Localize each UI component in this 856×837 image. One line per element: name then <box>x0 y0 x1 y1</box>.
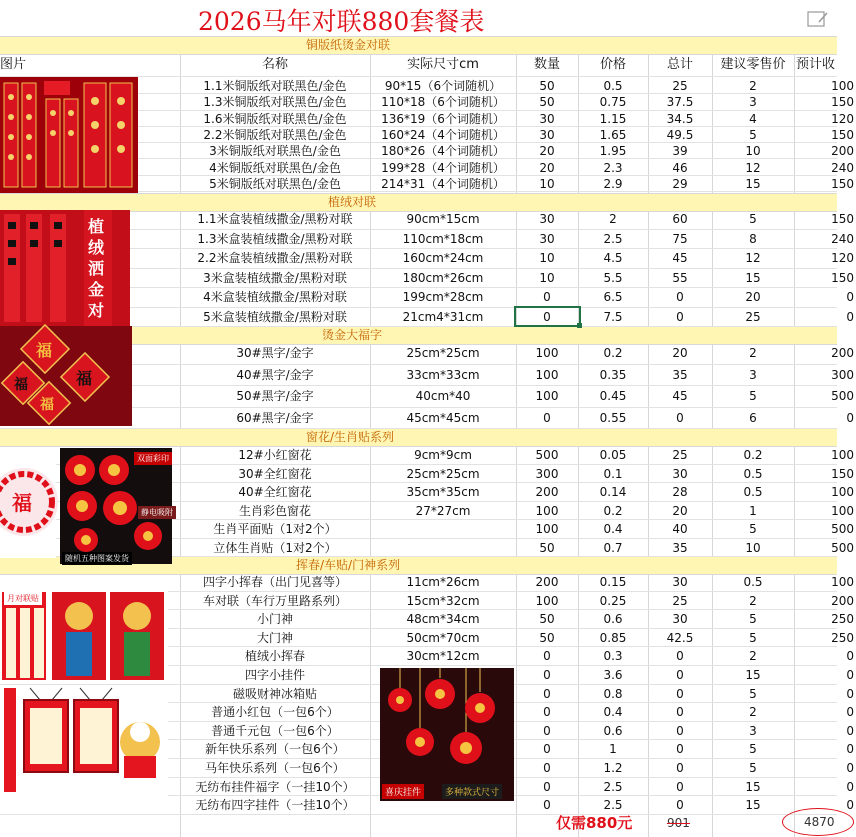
cell-qty[interactable]: 50 <box>539 95 555 110</box>
cell-size[interactable]: 90cm*15cm <box>406 212 480 226</box>
cell-name[interactable]: 3米铜版纸对联黑色/金色 <box>209 144 341 159</box>
cell-est[interactable]: 100 <box>831 448 854 462</box>
cell-qty[interactable]: 0 <box>543 779 551 794</box>
cell-name[interactable]: 马年快乐系列（一包6个） <box>205 761 345 775</box>
cell-est[interactable]: 100 <box>831 79 854 93</box>
cell-name[interactable]: 3米盒装植绒撒金/黑粉对联 <box>203 270 347 285</box>
cell-price[interactable]: 0.5 <box>603 79 623 93</box>
cell-size[interactable]: 110cm*18cm <box>402 231 484 246</box>
cell-price[interactable]: 2.3 <box>603 160 623 175</box>
cell-total[interactable]: 20 <box>672 503 688 518</box>
cell-price[interactable]: 0.14 <box>599 485 627 499</box>
cell-size[interactable]: 136*19（6个词随机） <box>381 111 505 126</box>
cell-retail[interactable]: 0.5 <box>743 485 763 499</box>
cell-price[interactable]: 2.9 <box>603 176 623 191</box>
cell-retail[interactable]: 5 <box>749 212 757 226</box>
cell-total[interactable]: 55 <box>672 270 688 285</box>
cell-price[interactable]: 4.5 <box>603 251 623 265</box>
cell-qty[interactable]: 0 <box>543 290 551 304</box>
cell-price[interactable]: 0.6 <box>603 612 623 627</box>
cell-est[interactable]: 150 <box>831 127 854 142</box>
cell-qty[interactable]: 30 <box>539 231 555 246</box>
cell-size[interactable]: 40cm*40 <box>415 389 471 403</box>
cell-est[interactable]: 0 <box>846 779 854 794</box>
cell-est[interactable]: 240 <box>831 160 854 175</box>
couplet-sticker-image <box>0 588 168 684</box>
cell-est[interactable]: 150 <box>831 270 854 285</box>
cell-price[interactable]: 2 <box>609 212 617 226</box>
cell-retail[interactable]: 12 <box>745 160 761 175</box>
cell-retail[interactable]: 15 <box>745 779 761 794</box>
svg-text:福: 福 <box>14 377 28 393</box>
cell-est[interactable]: 100 <box>831 485 854 499</box>
cell-retail[interactable]: 20 <box>745 290 761 304</box>
cell-name[interactable]: 四字小挂件 <box>244 668 305 682</box>
title-row <box>0 0 837 36</box>
cell-retail[interactable]: 5 <box>749 686 757 701</box>
cell-qty[interactable]: 0 <box>543 723 551 738</box>
cell-total[interactable]: 0 <box>676 668 684 682</box>
copperplate-couplet-image <box>0 77 138 193</box>
cell-name[interactable]: 磁吸财神冰箱贴 <box>232 686 317 701</box>
cell-price[interactable]: 1.65 <box>599 127 627 142</box>
cell-retail[interactable]: 6 <box>749 410 757 425</box>
cell-total[interactable]: 49.5 <box>666 127 694 142</box>
cell-est[interactable]: 240 <box>831 231 854 246</box>
flocked-couplet-image <box>0 210 130 326</box>
header-size: 实际尺寸cm <box>407 57 479 72</box>
cell-size[interactable]: 33cm*33cm <box>406 367 480 382</box>
cell-total[interactable]: 35 <box>672 540 688 555</box>
cell-retail[interactable]: 15 <box>745 668 761 682</box>
cell-name[interactable]: 2.2米铜版纸对联黑色/金色 <box>203 127 347 142</box>
cell-total[interactable]: 46 <box>672 160 688 175</box>
cell-retail[interactable]: 5 <box>749 389 757 403</box>
cell-name[interactable]: 5米盒装植绒撒金/黑粉对联 <box>203 309 347 324</box>
cell-name[interactable]: 新年快乐系列（一包6个） <box>205 742 345 757</box>
cell-est[interactable]: 0 <box>846 686 854 701</box>
cell-name[interactable]: 大门神 <box>256 630 293 645</box>
section-label: 烫金大福字 <box>322 328 383 342</box>
cell-retail[interactable]: 10 <box>745 144 761 159</box>
couplet-sticker-label: 月对联贴 <box>4 592 42 605</box>
cell-est[interactable]: 120 <box>831 111 854 126</box>
cell-retail[interactable]: 15 <box>745 270 761 285</box>
cell-est[interactable]: 500 <box>831 389 854 403</box>
cell-qty[interactable]: 50 <box>539 612 555 627</box>
cell-size[interactable]: 214*31（4个词随机） <box>381 176 505 191</box>
cell-price[interactable]: 0.2 <box>603 346 623 360</box>
cell-retail[interactable]: 0.2 <box>743 448 763 462</box>
cell-qty[interactable]: 30 <box>539 111 555 126</box>
cell-retail[interactable]: 2 <box>749 346 757 360</box>
cell-size[interactable]: 110*18（6个词随机） <box>381 95 505 110</box>
cell-size[interactable]: 30cm*12cm <box>406 649 480 664</box>
cell-name[interactable]: 车对联（车行万里路系列） <box>202 593 347 608</box>
cell-total[interactable]: 0 <box>676 798 684 813</box>
cell-price[interactable]: 0.4 <box>603 522 623 536</box>
cell-size[interactable]: 25cm*25cm <box>406 346 480 360</box>
cell-price[interactable]: 1.15 <box>599 111 627 126</box>
cell-price[interactable]: 0.05 <box>599 448 627 462</box>
cell-total[interactable]: 0 <box>676 742 684 757</box>
section-label: 窗花/生肖贴系列 <box>306 430 395 444</box>
svg-text:福: 福 <box>76 369 93 388</box>
cell-size[interactable]: 45cm*45cm <box>406 410 480 425</box>
cell-est[interactable]: 200 <box>831 144 854 159</box>
cell-retail[interactable]: 15 <box>745 798 761 813</box>
cell-qty[interactable]: 200 <box>535 575 559 589</box>
cell-qty[interactable]: 100 <box>535 593 559 608</box>
cell-size[interactable]: 35cm*35cm <box>406 485 480 499</box>
cell-retail[interactable]: 15 <box>745 176 761 191</box>
svg-text:福: 福 <box>40 397 54 413</box>
hanging-scroll-image <box>0 686 168 798</box>
hanging-label-2: 多种款式尺寸 <box>442 784 502 799</box>
cell-price[interactable]: 0.2 <box>603 503 623 518</box>
cell-name[interactable]: 1.3米铜版纸对联黑色/金色 <box>203 95 347 110</box>
cell-total[interactable]: 0 <box>676 649 684 664</box>
fill-handle[interactable] <box>577 323 582 328</box>
cell-est[interactable]: 250 <box>831 630 854 645</box>
cell-qty[interactable]: 20 <box>539 144 555 159</box>
cell-name[interactable]: 小门神 <box>256 612 293 627</box>
cell-qty[interactable]: 10 <box>539 251 555 265</box>
flocked-label: 植绒洒金对 <box>88 217 105 320</box>
footer-need-price: 仅需880元 <box>556 814 633 832</box>
svg-text:福: 福 <box>12 491 32 515</box>
header-qty: 数量 <box>533 57 560 72</box>
section-band-window <box>0 428 837 447</box>
cell-retail[interactable]: 0.5 <box>743 575 763 589</box>
cell-retail[interactable]: 3 <box>749 723 757 738</box>
cell-total[interactable]: 34.5 <box>666 111 694 126</box>
cell-name[interactable]: 2.2米盒装植绒撒金/黑粉对联 <box>197 251 353 265</box>
cell-price[interactable]: 0.8 <box>603 686 623 701</box>
cell-price[interactable]: 0.4 <box>603 705 623 720</box>
section-band-copperplate <box>0 36 837 55</box>
cell-name[interactable]: 4米铜版纸对联黑色/金色 <box>209 160 341 175</box>
window-static-label: 静电吸附 <box>138 506 176 519</box>
cell-est[interactable]: 500 <box>831 540 854 555</box>
cell-est[interactable]: 0 <box>846 668 854 682</box>
cell-price[interactable]: 2.5 <box>603 798 623 813</box>
cell-price[interactable]: 0.15 <box>599 575 627 589</box>
cell-name[interactable]: 无纺布四字挂件（一挂10个） <box>195 798 355 813</box>
cell-total[interactable]: 45 <box>672 389 688 403</box>
cell-total[interactable]: 35 <box>672 367 688 382</box>
cell-name[interactable]: 四字小挥春（出门见喜等） <box>202 575 347 589</box>
cell-price[interactable]: 5.5 <box>603 270 623 285</box>
cell-total[interactable]: 25 <box>672 79 688 93</box>
cell-est[interactable]: 0 <box>846 649 854 664</box>
window-random-label: 随机五种图案发货 <box>62 552 132 565</box>
cell-qty[interactable]: 10 <box>539 176 555 191</box>
cell-name[interactable]: 1.1米盒装植绒撒金/黑粉对联 <box>197 212 353 226</box>
section-label: 植绒对联 <box>328 195 377 209</box>
cell-qty[interactable]: 100 <box>535 522 559 536</box>
cell-est[interactable]: 0 <box>846 761 854 775</box>
cell-qty[interactable]: 0 <box>543 798 551 813</box>
cell-qty[interactable]: 100 <box>535 367 559 382</box>
cell-retail[interactable]: 25 <box>745 309 761 324</box>
cell-total[interactable]: 39 <box>672 144 688 159</box>
cell-name[interactable]: 50#黑字/金字 <box>236 389 314 403</box>
window-double-label: 双面彩印 <box>134 452 172 465</box>
cell-qty[interactable]: 300 <box>535 466 559 481</box>
cell-retail[interactable]: 5 <box>749 612 757 627</box>
header-image: 图片 <box>0 57 27 72</box>
cell-est[interactable]: 200 <box>831 346 854 360</box>
cell-qty[interactable]: 500 <box>535 448 559 462</box>
cell-qty[interactable]: 10 <box>539 270 555 285</box>
cell-qty[interactable]: 200 <box>535 485 559 499</box>
footer-estimate: 4870 <box>804 815 835 829</box>
cell-name[interactable]: 普通千元包（一包6个） <box>211 723 339 738</box>
cell-qty[interactable]: 100 <box>535 503 559 518</box>
cell-total[interactable]: 40 <box>672 522 688 536</box>
cell-est[interactable]: 0 <box>846 309 854 324</box>
cell-name[interactable]: 1.3米盒装植绒撒金/黑粉对联 <box>197 231 353 246</box>
cell-name[interactable]: 30#全红窗花 <box>238 466 312 481</box>
cell-total[interactable]: 0 <box>676 723 684 738</box>
cell-retail[interactable]: 2 <box>749 593 757 608</box>
cell-retail[interactable]: 0.5 <box>743 466 763 481</box>
cell-est[interactable]: 150 <box>831 176 854 191</box>
cell-qty[interactable]: 0 <box>543 761 551 775</box>
cell-price[interactable]: 0.7 <box>603 540 623 555</box>
edit-icon[interactable] <box>807 10 833 30</box>
cell-size[interactable]: 160cm*24cm <box>402 251 484 265</box>
cell-total[interactable]: 42.5 <box>666 630 694 645</box>
cell-retail[interactable]: 5 <box>749 127 757 142</box>
cell-name[interactable]: 植绒小挥春 <box>244 649 305 664</box>
cell-total[interactable]: 20 <box>672 346 688 360</box>
cell-size[interactable]: 21cm4*31cm <box>402 309 484 324</box>
cell-name[interactable]: 4米盒装植绒撒金/黑粉对联 <box>203 290 347 304</box>
cell-name[interactable]: 立体生肖贴（1对2个） <box>213 540 337 555</box>
window-flower-image <box>0 448 56 558</box>
cell-retail[interactable]: 5 <box>749 630 757 645</box>
cell-size[interactable]: 199*28（4个词随机） <box>381 160 505 175</box>
section-label: 挥春/车贴/门神系列 <box>296 558 401 572</box>
cell-retail[interactable]: 1 <box>749 503 757 518</box>
cell-est[interactable]: 150 <box>831 95 854 110</box>
fu-character-image <box>0 326 132 426</box>
svg-text:福: 福 <box>36 341 53 360</box>
cell-price[interactable]: 0.55 <box>599 410 627 425</box>
cell-name[interactable]: 12#小红窗花 <box>238 448 312 462</box>
active-cell-selection[interactable] <box>514 306 581 327</box>
cell-total[interactable]: 0 <box>676 309 684 324</box>
cell-total[interactable]: 30 <box>672 466 688 481</box>
cell-est[interactable]: 0 <box>846 723 854 738</box>
header-retail: 建议零售价 <box>720 57 786 72</box>
cell-size[interactable]: 180*26（4个词随机） <box>381 144 505 159</box>
cell-name[interactable]: 5米铜版纸对联黑色/金色 <box>209 176 341 191</box>
cell-est[interactable]: 100 <box>831 503 854 518</box>
cell-qty[interactable]: 50 <box>539 540 555 555</box>
cell-est[interactable]: 250 <box>831 612 854 627</box>
cell-qty[interactable]: 50 <box>539 79 555 93</box>
cell-est[interactable]: 0 <box>846 705 854 720</box>
cell-size[interactable]: 25cm*25cm <box>406 466 480 481</box>
cell-price[interactable]: 0.45 <box>599 389 627 403</box>
cell-size[interactable]: 180cm*26cm <box>402 270 484 285</box>
cell-est[interactable]: 500 <box>831 522 854 536</box>
cell-total[interactable]: 29 <box>672 176 688 191</box>
cell-name[interactable]: 生肖彩色窗花 <box>238 503 311 518</box>
cell-total[interactable]: 60 <box>672 212 688 226</box>
cell-name[interactable]: 60#黑字/金字 <box>236 410 314 425</box>
cell-name[interactable]: 1.1米铜版纸对联黑色/金色 <box>203 79 347 93</box>
hanging-label: 喜庆挂件 <box>382 784 424 799</box>
cell-price[interactable]: 0.75 <box>599 95 627 110</box>
cell-size[interactable]: 11cm*26cm <box>406 575 480 589</box>
cell-qty[interactable]: 30 <box>539 212 555 226</box>
cell-total[interactable]: 28 <box>672 485 688 499</box>
cell-est[interactable]: 150 <box>831 466 854 481</box>
cell-est[interactable]: 200 <box>831 593 854 608</box>
header-price: 价格 <box>599 57 626 72</box>
cell-total[interactable]: 0 <box>676 761 684 775</box>
cell-qty[interactable]: 0 <box>543 649 551 664</box>
cell-qty[interactable]: 100 <box>535 389 559 403</box>
header-name: 名称 <box>261 57 288 72</box>
cell-price[interactable]: 1.95 <box>599 144 627 159</box>
cell-name[interactable]: 1.6米铜版纸对联黑色/金色 <box>203 111 347 126</box>
cell-size[interactable]: 199cm*28cm <box>402 290 484 304</box>
cell-total[interactable]: 45 <box>672 251 688 265</box>
cell-total[interactable]: 0 <box>676 290 684 304</box>
cell-retail[interactable]: 5 <box>749 742 757 757</box>
cell-name[interactable]: 40#全红窗花 <box>238 485 312 499</box>
cell-name[interactable]: 40#黑字/金字 <box>236 367 314 382</box>
cell-retail[interactable]: 4 <box>749 111 757 126</box>
cell-qty[interactable]: 0 <box>543 309 551 324</box>
cell-retail[interactable]: 10 <box>745 540 761 555</box>
cell-price[interactable]: 0.3 <box>603 649 623 664</box>
cell-price[interactable]: 0.6 <box>603 723 623 738</box>
cell-price[interactable]: 1 <box>609 742 617 757</box>
cell-price[interactable]: 0.1 <box>603 466 623 481</box>
cell-retail[interactable]: 2 <box>749 79 757 93</box>
cell-est[interactable]: 300 <box>831 367 854 382</box>
cell-qty[interactable]: 0 <box>543 686 551 701</box>
cell-total[interactable]: 25 <box>672 593 688 608</box>
cell-total[interactable]: 37.5 <box>666 95 694 110</box>
header-total: 总计 <box>666 57 693 72</box>
cell-qty[interactable]: 30 <box>539 127 555 142</box>
cell-name[interactable]: 普通小红包（一包6个） <box>211 705 339 720</box>
festive-hanging-image <box>380 668 514 801</box>
cell-est[interactable]: 0 <box>846 798 854 813</box>
cell-size[interactable]: 160*24（4个词随机） <box>381 127 505 142</box>
cell-qty[interactable]: 0 <box>543 410 551 425</box>
cell-price[interactable]: 1.2 <box>603 761 623 775</box>
cell-size[interactable]: 90*15（6个词随机） <box>384 79 502 93</box>
cell-total[interactable]: 25 <box>672 448 688 462</box>
cell-retail[interactable]: 3 <box>749 367 757 382</box>
cell-est[interactable]: 0 <box>846 290 854 304</box>
cell-name[interactable]: 30#黑字/金字 <box>236 346 314 360</box>
cell-retail[interactable]: 5 <box>749 761 757 775</box>
cell-est[interactable]: 120 <box>831 251 854 265</box>
cell-price[interactable]: 0.35 <box>599 367 627 382</box>
cell-price[interactable]: 0.25 <box>599 593 627 608</box>
cell-price[interactable]: 3.6 <box>603 668 623 682</box>
cell-price[interactable]: 0.85 <box>599 630 627 645</box>
header-estimate: 预计收 <box>796 57 836 72</box>
cell-qty[interactable]: 100 <box>535 346 559 360</box>
cell-size[interactable]: 48cm*34cm <box>406 612 480 627</box>
sheet-title[interactable]: 2026马年对联880套餐表 <box>198 7 485 36</box>
cell-est[interactable]: 100 <box>831 575 854 589</box>
cell-qty[interactable]: 0 <box>543 742 551 757</box>
cell-price[interactable]: 7.5 <box>603 309 623 324</box>
cell-retail[interactable]: 2 <box>749 705 757 720</box>
cell-total[interactable]: 30 <box>672 575 688 589</box>
cell-est[interactable]: 150 <box>831 212 854 226</box>
cell-qty[interactable]: 50 <box>539 630 555 645</box>
cell-size[interactable]: 9cm*9cm <box>414 448 472 462</box>
cell-size[interactable]: 27*27cm <box>415 503 471 518</box>
cell-qty[interactable]: 20 <box>539 160 555 175</box>
cell-total[interactable]: 0 <box>676 705 684 720</box>
cell-price[interactable]: 6.5 <box>603 290 623 304</box>
zodiac-window-image <box>60 448 172 564</box>
cell-retail[interactable]: 8 <box>749 231 757 246</box>
cell-name[interactable]: 生肖平面贴（1对2个） <box>213 522 337 536</box>
section-label: 铜版纸烫金对联 <box>306 38 391 52</box>
cell-est[interactable]: 0 <box>846 410 854 425</box>
cell-qty[interactable]: 0 <box>543 705 551 720</box>
footer-total: 901 <box>667 816 690 830</box>
cell-name[interactable]: 无纺布挂件福字（一挂10个） <box>195 779 355 794</box>
cell-retail[interactable]: 5 <box>749 522 757 536</box>
cell-qty[interactable]: 0 <box>543 668 551 682</box>
cell-retail[interactable]: 3 <box>749 95 757 110</box>
cell-price[interactable]: 2.5 <box>603 231 623 246</box>
cell-total[interactable]: 75 <box>672 231 688 246</box>
cell-est[interactable]: 0 <box>846 742 854 757</box>
cell-size[interactable]: 15cm*32cm <box>406 593 480 608</box>
cell-total[interactable]: 30 <box>672 612 688 627</box>
cell-retail[interactable]: 2 <box>749 649 757 664</box>
cell-total[interactable]: 0 <box>676 686 684 701</box>
cell-size[interactable]: 50cm*70cm <box>406 630 480 645</box>
cell-price[interactable]: 2.5 <box>603 779 623 794</box>
cell-total[interactable]: 0 <box>676 410 684 425</box>
cell-total[interactable]: 0 <box>676 779 684 794</box>
cell-retail[interactable]: 12 <box>745 251 761 265</box>
